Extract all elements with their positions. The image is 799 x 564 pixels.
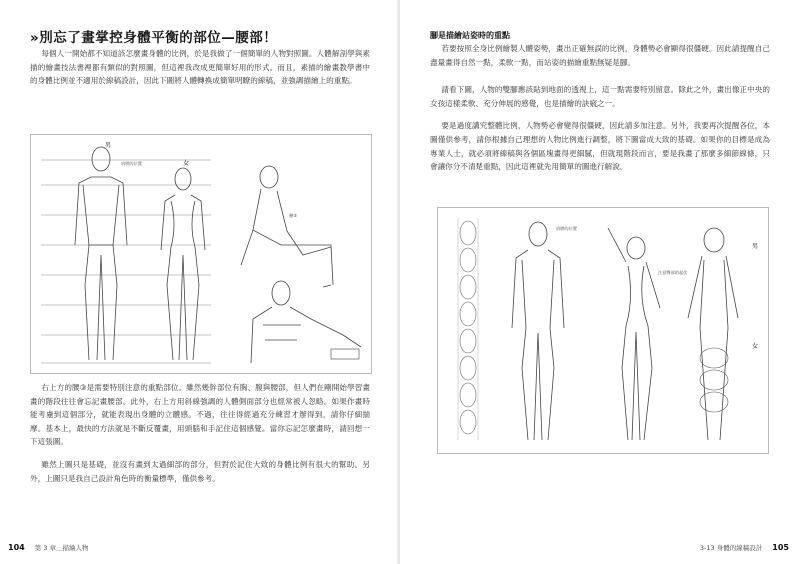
standing-drawing (438, 208, 768, 453)
standing-male (512, 222, 564, 440)
label-shoulder-position: 肩膀的位置 (121, 161, 142, 166)
right-text-1: 若要按照全身比例繪製人體姿勢，畫出正確無誤的比例，身體勢必會顯得很僵硬。因此請提醒自己盡量畫得自然一點，柔軟一點，而站姿的描繪重點無疑是腳。 (430, 44, 770, 67)
intro-text: 每個人一開始都不知道該怎麼畫身體的比例，於是我做了一個簡單的人物對照圖。人體解剖學與素描的繪畫技法書裡都有類似的對照圖，但這裡我改成更簡單好用的形式。而且，素描的繪畫教學書中的身體比例並不適用於線稿設計，因此下圖將人體轉換成簡單明瞭的線稿，並強調描繪上的重點。 (30, 49, 370, 86)
male-mark: 男 (105, 142, 112, 149)
head-ruler (460, 221, 476, 434)
standing-figure (437, 207, 769, 454)
female-mark-right: 女 (752, 343, 759, 350)
torso-stack (700, 348, 728, 412)
section-subhead: 腳是描繪站姿時的重點 (430, 31, 510, 40)
standing-figure-right (688, 228, 738, 440)
bust-figure (251, 281, 361, 363)
chapter-label: 第 3 章＿描繪人物 (34, 544, 89, 552)
label-shoulder-right: 肩膀的位置 (556, 226, 577, 231)
footer-right (700, 543, 789, 552)
sitting-figure (241, 166, 333, 287)
page-number-left: 104 (8, 543, 25, 552)
proportion-drawing (31, 135, 371, 373)
waist-mark: 腰③ (289, 213, 297, 218)
right-text-2: 請看下圖，人物的雙腳應該貼到地面的透視上，這一點需要特別留意。除此之外，畫出像正中央的女孩這樣柔軟、充分伸展的感覺，也是描繪的訣竅之一。 (430, 85, 770, 108)
arm-detail (331, 349, 359, 359)
label-hip-curve: 注意臀部的起伏 (658, 270, 688, 275)
right-page (400, 0, 799, 564)
proportion-figure (30, 134, 372, 374)
left-page (0, 0, 399, 564)
page-number-right: 105 (772, 543, 789, 552)
right-text-3: 要是過度講究整體比例，人物勢必會變得很僵硬，因此請多加注意。另外，我要再次提醒各位，本圖僅供參考，請你根據自己理想的人物比例進行調整，將下圖當成大致的基礎。如果你的目標是成為專業人士，就必須將線稿與各個區塊畫得更細膩，但就現階段而言，要是我畫了那麼多細節線條，只會讓你分不清楚重點，因此這裡就先用簡單的圖進行解說。 (430, 121, 770, 172)
standing-female (608, 228, 660, 440)
guide-lines (41, 160, 211, 363)
footer-left (8, 543, 89, 552)
male-mark-right: 男 (752, 243, 759, 250)
body-text-2: 雖然上圖只是基礎，並沒有畫到太過細部的部分，但對於記住大致的身體比例有很大的幫助。另外，上圖只是我自己設計角色時的衡量標準，僅供參考。 (30, 459, 370, 483)
body-text-1: 右上方的腰③是需要特別注意的重點部位。雖然幾幹部位有胸、腹與腰部，但人們在剛開始學習畫畫的階段往往會忘記畫腰部。此外，右上方用斜線強調的人體側面部分也經常被人忽略。如果作畫時能考慮到這個部分，就能表現出身體的立體感。不過，往往得經過充分練習才辦得到，請你仔細揣摩。基本上，最快的方法就是不斷反覆畫，用頭腦和手記住這個感覺。當你忘記怎麼畫時，請回想一下這張圖。 (30, 383, 370, 447)
male-figure (75, 147, 127, 360)
female-mark: 女 (183, 160, 190, 167)
page-title: »別忘了畫掌控身體平衡的部位—腰部！ (30, 30, 278, 46)
female-figure (161, 168, 205, 360)
section-label: 3-13 身體的線稿設計 (699, 544, 763, 552)
intro-paragraph (30, 47, 370, 97)
body-paragraphs (30, 381, 370, 494)
right-paragraphs (430, 42, 770, 183)
